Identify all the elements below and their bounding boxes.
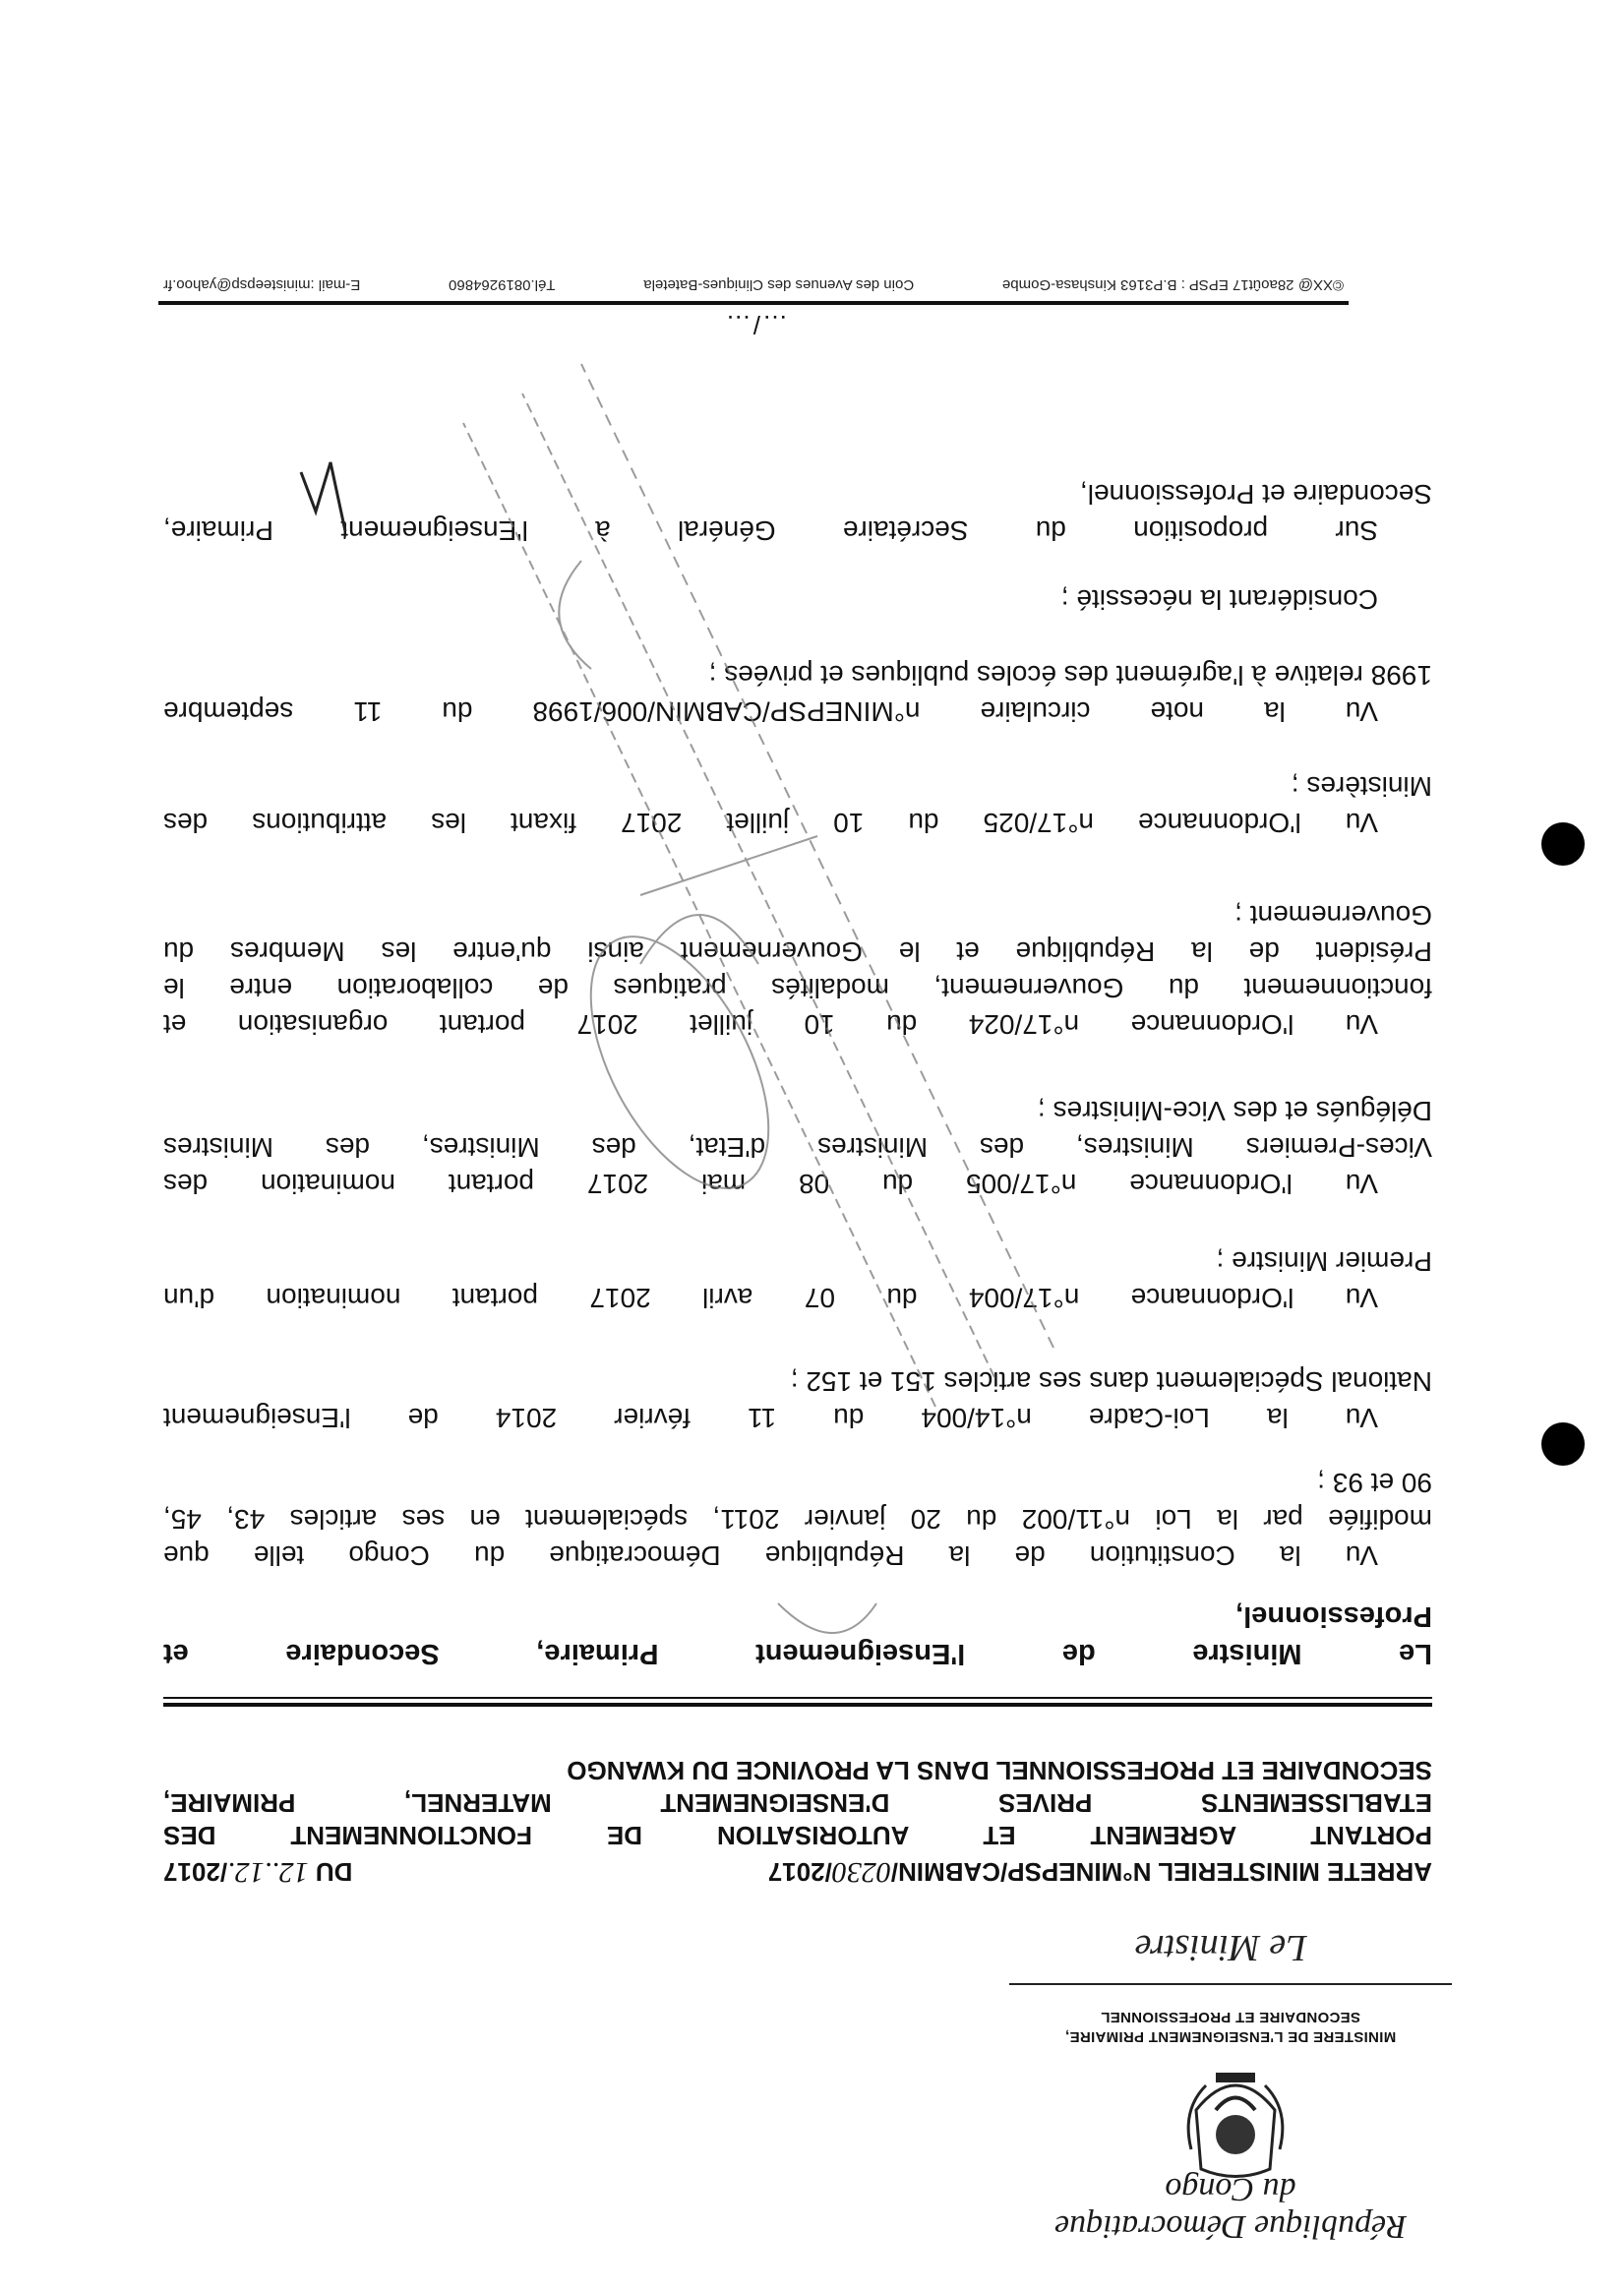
- text-line: 90 et 93 ;: [1317, 1468, 1432, 1498]
- text-line: 1998 relative à l'agrément des écoles publiques et privées ;: [708, 660, 1432, 691]
- text-line: Vu l'Ordonnance n°17/024 du 10 juillet 2017 portant organisation et: [163, 1009, 1378, 1040]
- footer-stamp-text: ©XX@ 28août17 EPSP : B.P3163 Kinshasa-Gombe: [1001, 276, 1344, 293]
- decree-ref-left: ARRETE MINISTERIEL N°MINEPSP/CABMIN/: [890, 1857, 1432, 1887]
- footer-email: E-mail :ministeepsp@yahoo.fr: [163, 276, 361, 293]
- decree-title-line: ETABLISSEMENTS PRIVES D'ENSEIGNEMENT MATERNEL, PRIMAIRE,: [163, 1788, 1432, 1818]
- country-heading: République Démocratique du Congo: [1054, 2171, 1407, 2245]
- text-line: Vu l'Ordonnance n°17/005 du 08 mai 2017 portant nomination des: [163, 1169, 1378, 1199]
- decree-date-year: /2017: [163, 1857, 228, 1887]
- decree-date: 12..12.: [227, 1856, 309, 1889]
- text-line: Gouvernement ;: [1234, 900, 1432, 931]
- decree-number: 0230: [831, 1856, 891, 1889]
- text-line: fonctionnement du Gouvernement, modalités pratiques de collaboration entre le: [163, 973, 1432, 1003]
- text-line: Considérant la nécessité ;: [1060, 584, 1378, 615]
- text-line: Vices-Premiers Ministres, des Ministres d'Etat, des Ministres, des Ministres: [163, 1132, 1432, 1163]
- text-line: Président de la République et le Gouvernement ainsi qu'entre les Membres du: [163, 936, 1432, 967]
- text-line: Délégués et des Vice-Ministres ;: [1038, 1096, 1432, 1126]
- decree-title-line: SECONDAIRE ET PROFESSIONNEL DANS LA PROVINCE DU KWANGO: [567, 1756, 1432, 1785]
- footer-contact: [163, 276, 1344, 293]
- footer-address: Coin des Avenues des Cliniques-Batetela: [643, 276, 915, 293]
- text-line: Vu l'Ordonnance n°17/025 du 10 juillet 2017 fixant les attributions des: [163, 808, 1378, 838]
- text-line: modifiée par la Loi n°11/002 du 20 janvier 2011, spécialement en ses articles 43, 45,: [163, 1504, 1432, 1535]
- footer-phone: Tél.0819264860: [449, 276, 556, 293]
- text-line: Secondaire et Professionnel,: [1080, 479, 1432, 510]
- binder-hole-top: [1541, 1422, 1585, 1466]
- intro-line-1: Le Ministre de l'Enseignement Primaire, Secondaire et: [163, 1638, 1432, 1669]
- text-line: Vu la note circulaire n°MINEPSP/CABMIN/006/1998 du 11 septembre: [163, 696, 1378, 727]
- text-line: Premier Ministre ;: [1216, 1246, 1432, 1277]
- text-line: Vu la Constitution de la République Démocratique du Congo telle que: [163, 1540, 1378, 1571]
- initials-mark: [301, 462, 345, 531]
- ministry-line-1: MINISTERE DE L'ENSEIGNEMENT PRIMAIRE,: [1064, 2028, 1397, 2045]
- decree-ref-year: /2017: [767, 1857, 832, 1887]
- stamp-outline: [463, 364, 1053, 1633]
- text-line: Sur proposition du Secrétaire Général à l'Enseignement Primaire,: [163, 515, 1378, 546]
- ministry-line-2: SECONDAIRE ET PROFESSIONNEL: [1101, 2009, 1360, 2025]
- intro-line-2: Professionnel,: [1235, 1600, 1432, 1632]
- page-continuation-mark: …/…: [723, 310, 788, 339]
- text-line: National Spécialement dans ses articles 151 et 152 ;: [790, 1366, 1432, 1397]
- text-line: Vu la Loi-Cadre n°14/004 du 11 février 2014 de l'Enseignement: [163, 1403, 1378, 1433]
- text-line: Ministères ;: [1291, 771, 1432, 802]
- text-line: Vu l'Ordonnance n°17/004 du 07 avril 2017 portant nomination d'un: [163, 1283, 1378, 1313]
- minister-signature: Le Ministre: [1134, 1927, 1307, 1968]
- decree-title-line: PORTANT AGREMENT ET AUTORISATION DE FONCTIONNEMENT DES: [163, 1821, 1432, 1850]
- decree-du: DU: [315, 1857, 353, 1887]
- footer-divider: [158, 301, 1349, 305]
- binder-hole-bottom: [1541, 822, 1585, 866]
